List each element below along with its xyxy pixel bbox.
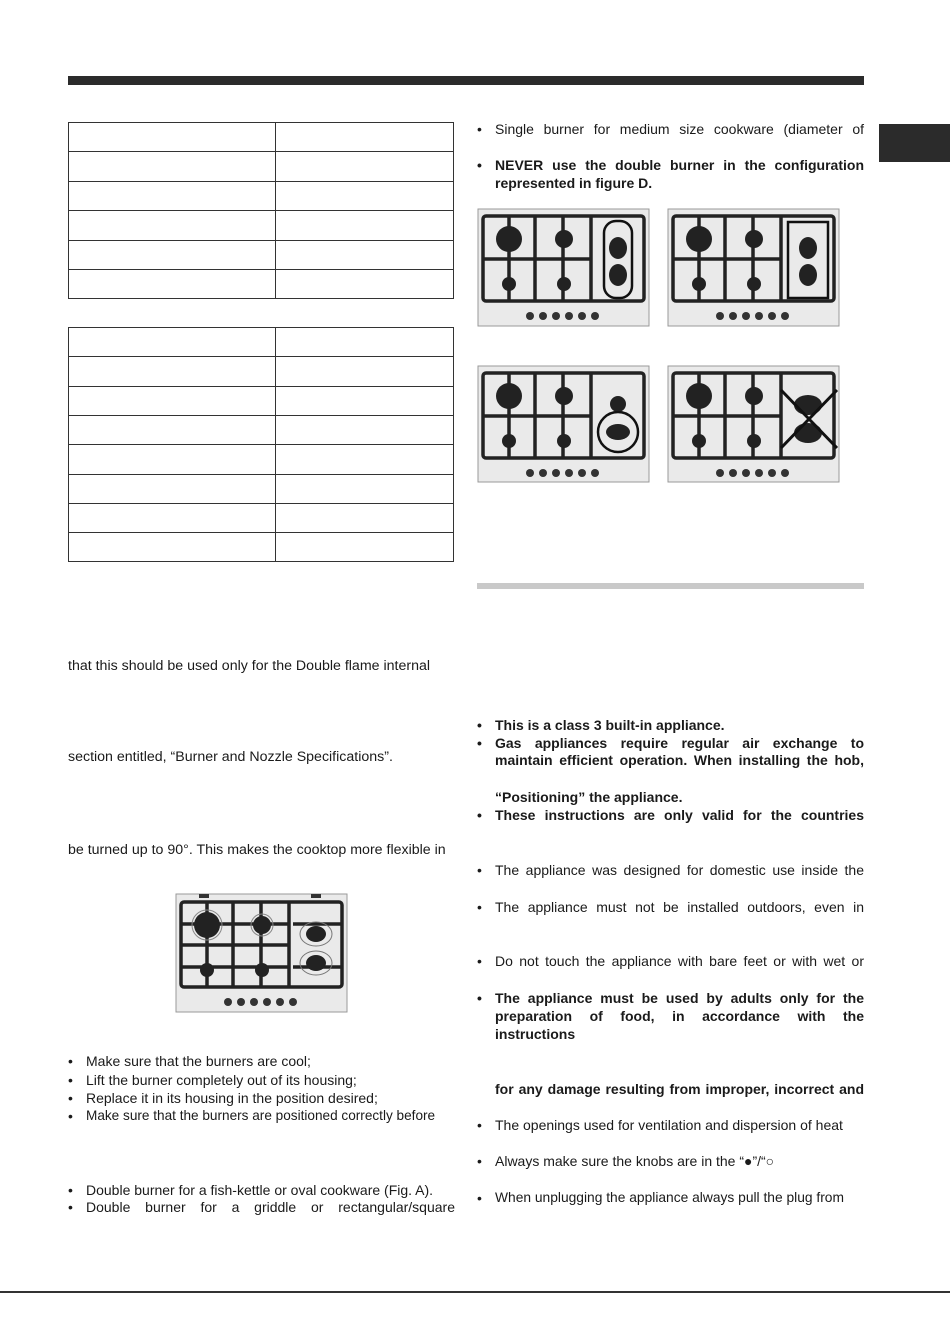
cooktop-figure-a: [477, 208, 650, 327]
header-bar: [68, 76, 864, 85]
spec-table-1: [68, 122, 454, 299]
footer-rule: [0, 1291, 950, 1293]
section-divider: [477, 583, 864, 589]
safety-item-line: “Positioning” the appliance.: [495, 789, 683, 805]
safety-item-line: maintain efficient operation. When installing the hob,: [495, 752, 864, 768]
safety-item-line: for any damage resulting from improper, incorrect and: [495, 1081, 864, 1097]
paragraph-3: be turned up to 90°. This makes the cooktop more flexible in: [68, 842, 446, 858]
safety-item-line: preparation of food, in accordance with the instructions: [495, 1008, 864, 1042]
cooktop-figure-main: [175, 893, 348, 1013]
cooktop-figure-b: [667, 208, 840, 327]
paragraph-1: that this should be used only for the Double flame internal: [68, 658, 431, 674]
cooktop-figure-d: [667, 365, 840, 483]
paragraph-2: section entitled, “Burner and Nozzle Specifications”.: [68, 749, 393, 765]
cooktop-figure-c: [477, 365, 650, 483]
spec-table-2: [68, 327, 454, 562]
language-tab: [879, 124, 950, 162]
warning-item-line2: represented in figure D.: [495, 175, 653, 191]
